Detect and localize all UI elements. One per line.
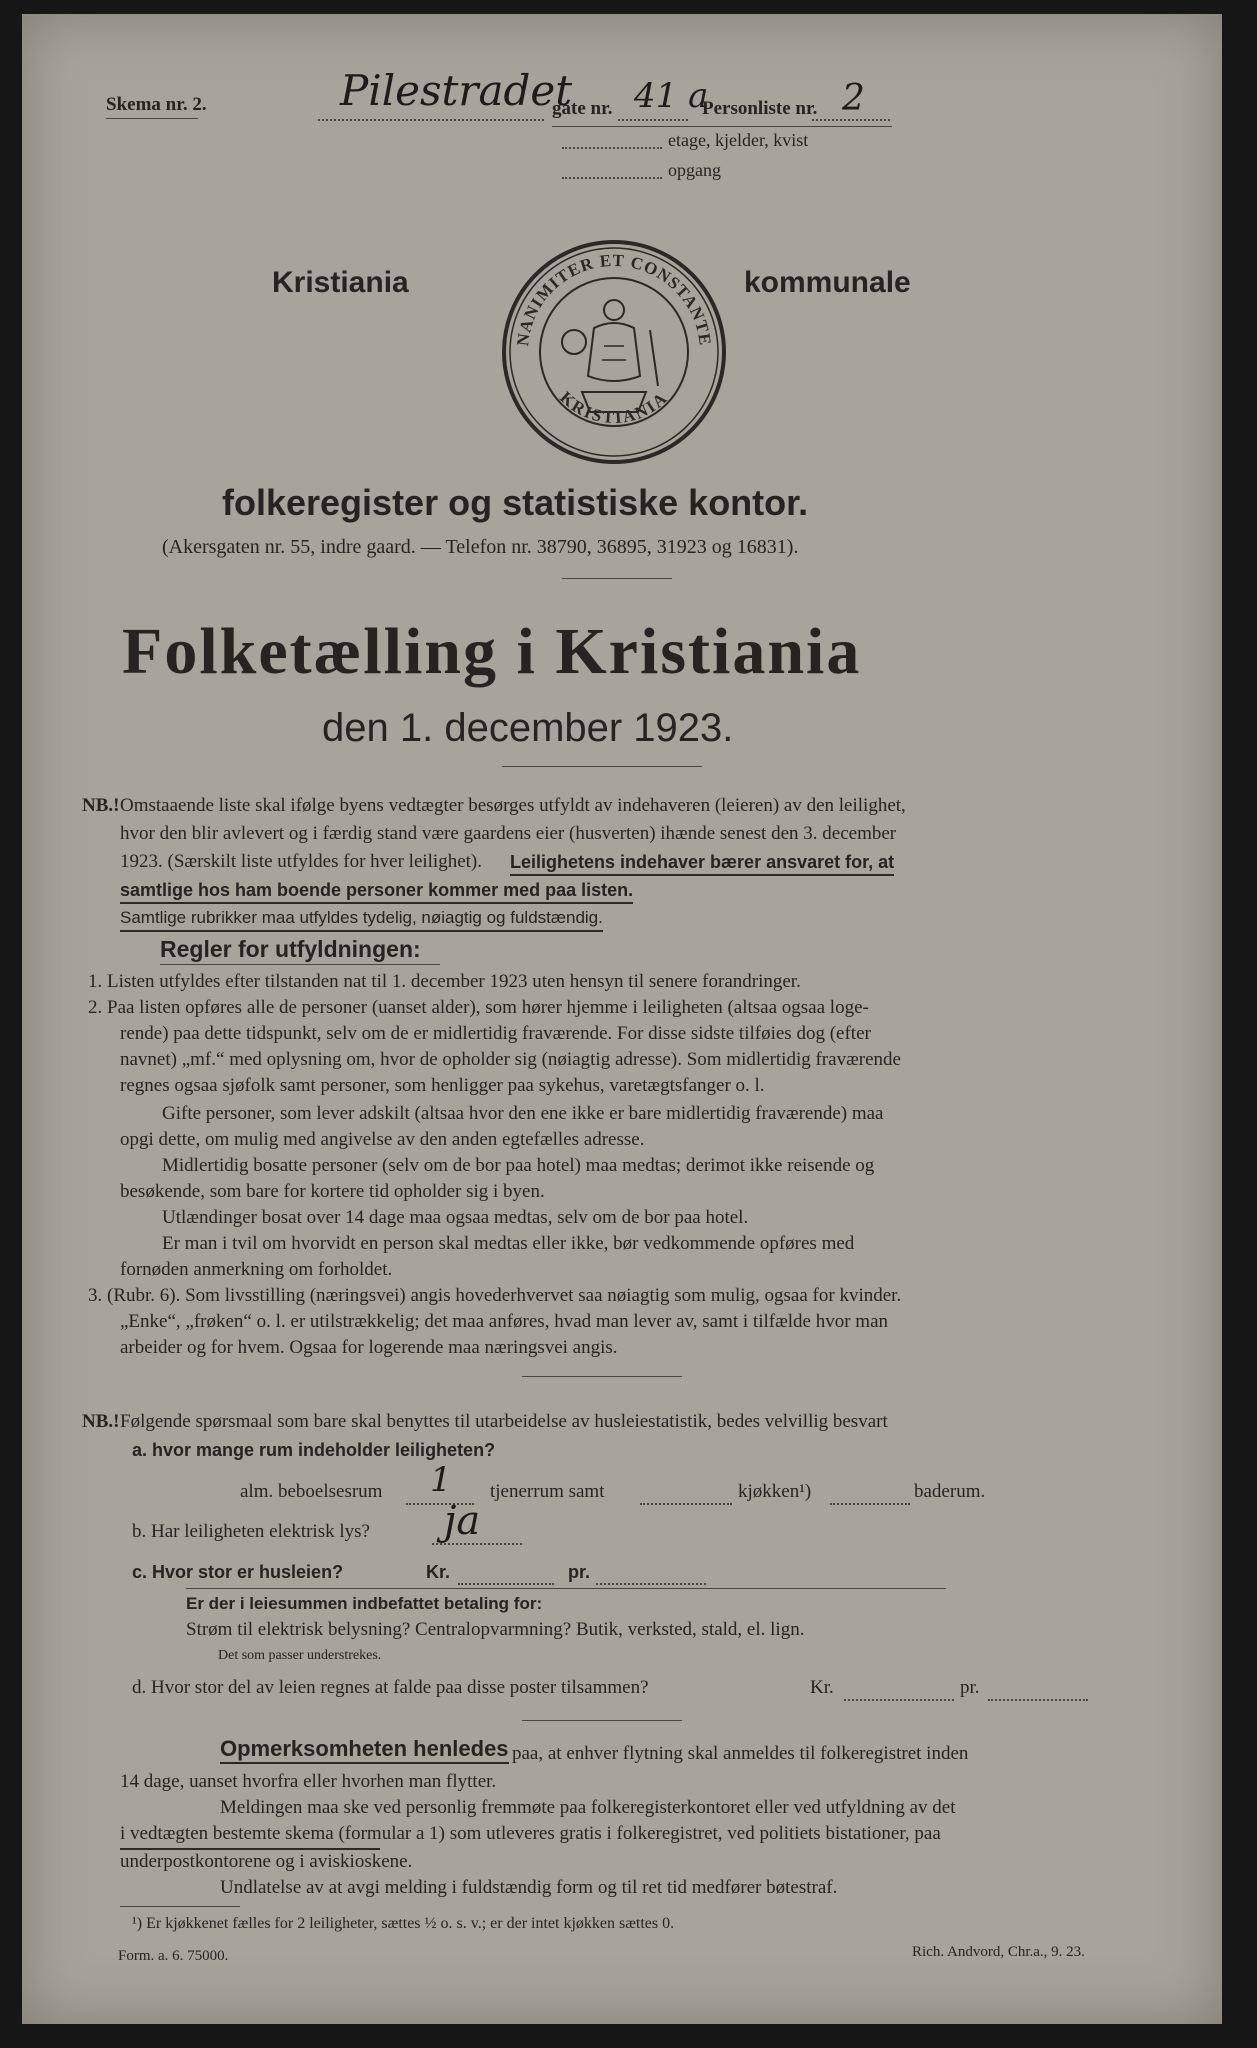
rules-line-11: Er man i tvil om hvorvidt en person skal medtas eller ikke, bør vedkommende opføres med bbox=[162, 1233, 855, 1254]
b-answer-handwritten: ja bbox=[444, 1498, 481, 1544]
footnote-rule bbox=[120, 1906, 240, 1907]
street-handwritten: Pilestradet bbox=[340, 66, 573, 115]
nb2-question-b: b. Har leiligheten elektrisk lys? bbox=[132, 1521, 370, 1542]
notice-line-3: Meldingen maa ske ved personlig fremmøte paa folkeregisterkontoret eller ved utfyldning av det bbox=[220, 1797, 956, 1818]
kristiania-seal bbox=[498, 236, 730, 468]
a-kjokken-label: kjøkken¹) bbox=[738, 1481, 812, 1502]
rules-line-12: fornøden anmerkning om forholdet. bbox=[120, 1259, 393, 1280]
d-pr-label: pr. bbox=[960, 1677, 980, 1698]
short-rule-1 bbox=[562, 578, 672, 579]
main-title: Folketælling i Kristiania bbox=[122, 615, 862, 688]
rules-line-13: 3. (Rubr. 6). Som livsstilling (næringsvei) angis hovederhvervet saa nøiagtig som mulig, ogsaa for kvinder. bbox=[88, 1285, 902, 1306]
rules-line-7: opgi dette, om mulig med angivelse av den anden egtefælles adresse. bbox=[120, 1129, 645, 1150]
notice-line-6: Undlatelse av at avgi melding i fuldstændig form og til ret tid medfører bøtestraf. bbox=[220, 1877, 838, 1898]
census-form-page bbox=[22, 14, 1222, 2024]
c-options: Strøm til elektrisk belysning? Centralopvarmning? Butik, verksted, stald, el. lign. bbox=[186, 1619, 805, 1640]
nb1-line-2: hvor den blir avlevert og i færdig stand være gaardens eier (husverten) ihænde senest den 3. december bbox=[120, 823, 897, 844]
rules-line-2: 2. Paa listen opføres alle de personer (uanset alder), som hører hjemme i leiligheten (altsaa ogsaa loge- bbox=[88, 997, 869, 1018]
street-dotline bbox=[318, 118, 544, 121]
short-rule-3 bbox=[522, 1376, 682, 1377]
notice-line-2: 14 dage, uanset hvorfra eller hvorhen man flytter. bbox=[120, 1771, 497, 1792]
rules-line-8: Midlertidig bosatte personer (selv om de bor paa hotel) maa medtas; derimot ikke reisende og bbox=[162, 1155, 875, 1176]
nb1-label: NB.! bbox=[82, 795, 120, 816]
rules-line-3: rende) paa dette tidspunkt, selv om de er midlertidig fraværende. For disse sidste tilføies dog (efter bbox=[120, 1023, 871, 1044]
nb1-line-6: Samtlige rubrikker maa utfyldes tydelig, nøiagtig og fuldstændig. bbox=[120, 906, 603, 932]
rules-line-10: Utlændinger bosat over 14 dage maa ogsaa medtas, selv om de bor paa hotel. bbox=[162, 1207, 749, 1228]
d-kr-dotline bbox=[844, 1698, 954, 1701]
office-name: folkeregister og statistiske kontor. bbox=[222, 482, 809, 523]
etage-label: etage, kjelder, kvist bbox=[668, 130, 809, 150]
c-pr-label: pr. bbox=[568, 1562, 591, 1582]
rules-heading-underline bbox=[160, 964, 440, 965]
nb1-line-5: samtlige hos ham boende personer kommer med paa listen. bbox=[120, 878, 633, 904]
d-pr-dotline bbox=[988, 1698, 1088, 1701]
a-baderum-label: baderum. bbox=[914, 1481, 986, 1502]
etage-dotline bbox=[562, 146, 662, 149]
rules-line-6: Gifte personer, som lever adskilt (altsaa hvor den ene ikke er bare midlertidig fraværende) maa bbox=[162, 1103, 884, 1124]
kristiania-word: Kristiania bbox=[272, 266, 409, 299]
c-rule bbox=[186, 1588, 946, 1589]
printer-credit: Rich. Andvord, Chr.a., 9. 23. bbox=[912, 1944, 1085, 1960]
short-rule-2 bbox=[502, 766, 702, 767]
rules-line-1: 1. Listen utfyldes efter tilstanden nat til 1. december 1923 uten hensyn til senere forandringer. bbox=[88, 971, 801, 992]
notice-heading: Opmerksomheten henledes bbox=[220, 1736, 509, 1764]
notice-line-4: i vedtægten bestemte skema (formular a 1) som utleveres gratis i folkeregistret, ved politiets bistationer, paa bbox=[120, 1823, 941, 1844]
personliste-number-handwritten: 2 bbox=[842, 78, 865, 119]
svg-text:UNANIMITER ET CONSTANTER: NANIMITER ET CONSTANTE bbox=[513, 250, 715, 348]
svg-text:KRISTIANIA: KRISTIANIA bbox=[556, 387, 672, 428]
skema-underline bbox=[106, 118, 198, 119]
c-kr-label: Kr. bbox=[426, 1562, 451, 1582]
nb1-line-4: Leilighetens indehaver bærer ansvaret for, at bbox=[510, 850, 894, 876]
gate-label: gate nr. bbox=[552, 98, 613, 119]
opgang-dotline bbox=[562, 176, 662, 179]
subtitle: den 1. december 1923. bbox=[322, 706, 734, 750]
form-number: Form. a. 6. 75000. bbox=[118, 1948, 229, 1964]
kommunale-word: kommunale bbox=[744, 266, 911, 299]
notice-line-1: paa, at enhver flytning skal anmeldes til folkeregistret inden bbox=[512, 1743, 969, 1764]
c-note: Det som passer understrekes. bbox=[218, 1648, 382, 1663]
nb2-question-a: a. hvor mange rum indeholder leiligheten? bbox=[132, 1440, 496, 1460]
nb2-label: NB.! bbox=[82, 1411, 120, 1432]
a-beboelsesrum-label: alm. beboelsesrum bbox=[240, 1481, 383, 1502]
personliste-label: Personliste nr. bbox=[702, 98, 818, 119]
skema-label: Skema nr. 2. bbox=[106, 94, 207, 115]
nb2-question-d: d. Hvor stor del av leien regnes at falde paa disse poster tilsammen? bbox=[132, 1677, 649, 1698]
footnote: ¹) Er kjøkkenet fælles for 2 leiligheter, sættes ½ o. s. v.; er der intet kjøkken sættes 0. bbox=[132, 1915, 675, 1932]
gate-dotline bbox=[618, 118, 688, 121]
short-rule-4 bbox=[522, 1720, 682, 1721]
nb1-line-3: 1923. (Særskilt liste utfyldes for hver leilighet). bbox=[120, 851, 483, 872]
rules-line-14: „Enke“, „frøken“ o. l. er utilstrækkelig; det maa anføres, hvad man lever av, samt i tilfælde hvor man bbox=[120, 1311, 889, 1332]
nb2-intro: Følgende spørsmaal som bare skal benyttes til utarbeidelse av husleiestatistik, bedes velvillig besvart bbox=[120, 1411, 888, 1432]
c-kr-dotline bbox=[458, 1582, 554, 1585]
rules-line-4: navnet) „mf.“ med oplysning om, hvor de opholder sig (nøiagtig adresse). Som midlertidig fraværende bbox=[120, 1049, 901, 1070]
a-beboelsesrum-value: 1 bbox=[430, 1460, 452, 1500]
b-dotline bbox=[432, 1542, 522, 1545]
rules-line-9: besøkende, som bare for kortere tid opholder sig i byen. bbox=[120, 1181, 545, 1202]
a-tjenerrum-label: tjenerrum samt bbox=[490, 1481, 605, 1502]
gate-number-handwritten: 41 a bbox=[634, 76, 709, 116]
a-kjokken-dotline bbox=[830, 1502, 910, 1505]
rules-line-15: arbeider og for hvem. Ogsaa for logerende maa næringsvei angis. bbox=[120, 1337, 618, 1358]
header-underline-right bbox=[552, 126, 892, 127]
c-subheading: Er der i leiesummen indbefattet betaling for: bbox=[186, 1594, 543, 1613]
d-kr-label: Kr. bbox=[810, 1677, 834, 1698]
c-pr-dotline bbox=[596, 1582, 706, 1585]
rules-line-5: regnes ogsaa sjøfolk samt personer, som henligger paa sykehus, varetægtsfanger o. l. bbox=[120, 1075, 765, 1096]
nb1-line-1: Omstaaende liste skal ifølge byens vedtægter besørges utfyldt av indehaveren (leieren) av den leilighet, bbox=[120, 795, 906, 816]
office-address: (Akersgaten nr. 55, indre gaard. — Telefon nr. 38790, 36895, 31923 og 16831). bbox=[162, 536, 799, 558]
a-tjenerrum-dotline bbox=[640, 1502, 732, 1505]
opgang-label: opgang bbox=[668, 160, 721, 180]
notice-line-5: underpostkontorene og i aviskioskene. bbox=[120, 1851, 413, 1872]
rules-heading: Regler for utfyldningen: bbox=[160, 936, 421, 962]
nb2-question-c: c. Hvor stor er husleien? bbox=[132, 1562, 344, 1582]
personliste-dotline bbox=[812, 118, 890, 121]
